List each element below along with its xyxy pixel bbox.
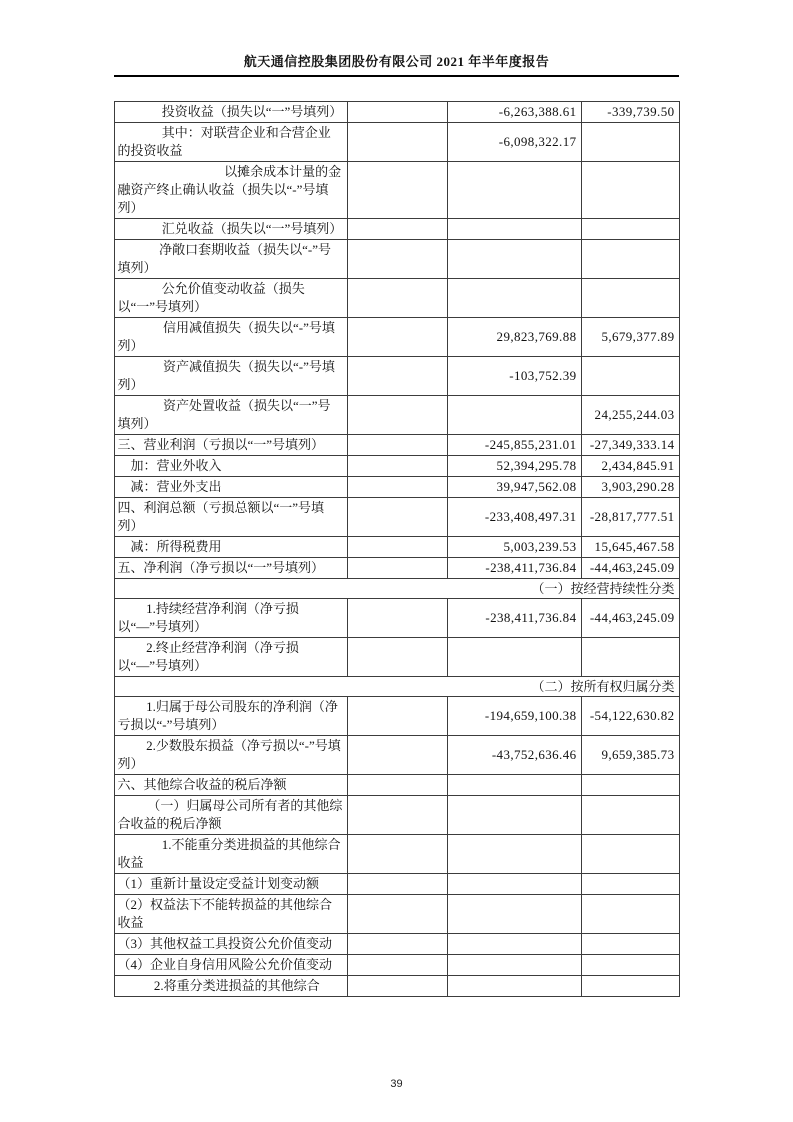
current-period-value: -238,411,736.84 xyxy=(447,558,581,579)
current-period-value: -194,659,100.38 xyxy=(447,697,581,736)
note-cell xyxy=(347,435,447,456)
prior-period-value: -54,122,630.82 xyxy=(581,697,679,736)
header-rule xyxy=(114,75,679,77)
section-header-label: （一）按经营持续性分类 xyxy=(114,579,679,599)
table-row xyxy=(114,874,679,895)
section-header-row xyxy=(114,677,679,697)
note-cell xyxy=(347,318,447,357)
note-cell xyxy=(347,697,447,736)
item-label: 2.终止经营净利润（净亏损以“—”号填列） xyxy=(114,638,347,677)
note-cell xyxy=(347,498,447,537)
table-row xyxy=(114,318,679,357)
current-period-value xyxy=(447,219,581,240)
current-period-value xyxy=(447,638,581,677)
item-label: （一）归属母公司所有者的其他综合收益的税后净额 xyxy=(114,796,347,835)
prior-period-value: 24,255,244.03 xyxy=(581,396,679,435)
note-cell xyxy=(347,796,447,835)
table-row xyxy=(114,976,679,997)
income-statement-table xyxy=(114,101,680,997)
current-period-value xyxy=(447,396,581,435)
prior-period-value: 9,659,385.73 xyxy=(581,736,679,775)
current-period-value: -238,411,736.84 xyxy=(447,599,581,638)
item-label: （1）重新计量设定受益计划变动额 xyxy=(114,874,347,895)
current-period-value xyxy=(447,240,581,279)
current-period-value xyxy=(447,895,581,934)
note-cell xyxy=(347,456,447,477)
note-cell xyxy=(347,934,447,955)
item-label: 2.少数股东损益（净亏损以“-”号填列） xyxy=(114,736,347,775)
item-label: 汇兑收益（损失以“一”号填列） xyxy=(114,219,347,240)
item-label: 减：营业外支出 xyxy=(114,477,347,498)
table-row xyxy=(114,240,679,279)
table-row xyxy=(114,934,679,955)
item-label: 公允价值变动收益（损失以“一”号填列） xyxy=(114,279,347,318)
note-cell xyxy=(347,102,447,123)
current-period-value xyxy=(447,279,581,318)
prior-period-value xyxy=(581,357,679,396)
note-cell xyxy=(347,279,447,318)
note-cell xyxy=(347,537,447,558)
prior-period-value: 15,645,467.58 xyxy=(581,537,679,558)
table-row xyxy=(114,219,679,240)
current-period-value: 39,947,562.08 xyxy=(447,477,581,498)
prior-period-value: -339,739.50 xyxy=(581,102,679,123)
item-label: 1.不能重分类进损益的其他综合收益 xyxy=(114,835,347,874)
prior-period-value xyxy=(581,162,679,219)
item-label: 减：所得税费用 xyxy=(114,537,347,558)
current-period-value: -6,263,388.61 xyxy=(447,102,581,123)
table-row xyxy=(114,895,679,934)
prior-period-value xyxy=(581,123,679,162)
prior-period-value: -44,463,245.09 xyxy=(581,558,679,579)
prior-period-value: 2,434,845.91 xyxy=(581,456,679,477)
table-row xyxy=(114,736,679,775)
current-period-value: -233,408,497.31 xyxy=(447,498,581,537)
item-label: （3）其他权益工具投资公允价值变动 xyxy=(114,934,347,955)
table-row xyxy=(114,558,679,579)
item-label: （2）权益法下不能转损益的其他综合收益 xyxy=(114,895,347,934)
prior-period-value xyxy=(581,638,679,677)
item-label: 1.持续经营净利润（净亏损以“—”号填列） xyxy=(114,599,347,638)
prior-period-value xyxy=(581,874,679,895)
prior-period-value xyxy=(581,895,679,934)
note-cell xyxy=(347,162,447,219)
table-row xyxy=(114,477,679,498)
current-period-value xyxy=(447,775,581,796)
table-row xyxy=(114,796,679,835)
page-footer xyxy=(0,1078,793,1090)
note-cell xyxy=(347,874,447,895)
table-row xyxy=(114,835,679,874)
table-row xyxy=(114,697,679,736)
prior-period-value xyxy=(581,219,679,240)
table-row xyxy=(114,537,679,558)
table-row xyxy=(114,775,679,796)
current-period-value: -245,855,231.01 xyxy=(447,435,581,456)
note-cell xyxy=(347,558,447,579)
prior-period-value xyxy=(581,835,679,874)
item-label: 2.将重分类进损益的其他综合 xyxy=(114,976,347,997)
item-label: 四、利润总额（亏损总额以“一”号填列） xyxy=(114,498,347,537)
note-cell xyxy=(347,976,447,997)
prior-period-value: 3,903,290.28 xyxy=(581,477,679,498)
current-period-value: -43,752,636.46 xyxy=(447,736,581,775)
table-row xyxy=(114,396,679,435)
prior-period-value: -44,463,245.09 xyxy=(581,599,679,638)
table-row xyxy=(114,955,679,976)
current-period-value xyxy=(447,835,581,874)
current-period-value: -103,752.39 xyxy=(447,357,581,396)
current-period-value: -6,098,322.17 xyxy=(447,123,581,162)
table-row xyxy=(114,357,679,396)
section-header-row xyxy=(114,579,679,599)
note-cell xyxy=(347,477,447,498)
current-period-value: 52,394,295.78 xyxy=(447,456,581,477)
current-period-value: 5,003,239.53 xyxy=(447,537,581,558)
item-label: 资产处置收益（损失以“一”号填列） xyxy=(114,396,347,435)
item-label: 加：营业外收入 xyxy=(114,456,347,477)
item-label: （4）企业自身信用风险公允价值变动 xyxy=(114,955,347,976)
prior-period-value xyxy=(581,775,679,796)
note-cell xyxy=(347,895,447,934)
table-row xyxy=(114,279,679,318)
note-cell xyxy=(347,123,447,162)
item-label: 其中：对联营企业和合营企业的投资收益 xyxy=(114,123,347,162)
note-cell xyxy=(347,599,447,638)
current-period-value xyxy=(447,796,581,835)
prior-period-value xyxy=(581,279,679,318)
report-title: 航天通信控股集团股份有限公司 2021 年半年度报告 xyxy=(243,54,550,69)
page-number: 39 xyxy=(390,1078,403,1090)
prior-period-value xyxy=(581,955,679,976)
prior-period-value: -28,817,777.51 xyxy=(581,498,679,537)
note-cell xyxy=(347,835,447,874)
section-header-label: （二）按所有权归属分类 xyxy=(114,677,679,697)
note-cell xyxy=(347,240,447,279)
table-row xyxy=(114,435,679,456)
current-period-value xyxy=(447,976,581,997)
income-statement-rows xyxy=(114,102,679,997)
table-row xyxy=(114,162,679,219)
prior-period-value xyxy=(581,796,679,835)
item-label: 以摊余成本计量的金融资产终止确认收益（损失以“-”号填列） xyxy=(114,162,347,219)
current-period-value: 29,823,769.88 xyxy=(447,318,581,357)
current-period-value xyxy=(447,955,581,976)
note-cell xyxy=(347,219,447,240)
item-label: 三、营业利润（亏损以“一”号填列） xyxy=(114,435,347,456)
note-cell xyxy=(347,775,447,796)
table-row xyxy=(114,599,679,638)
page-header xyxy=(114,0,679,77)
prior-period-value xyxy=(581,934,679,955)
note-cell xyxy=(347,396,447,435)
item-label: 六、其他综合收益的税后净额 xyxy=(114,775,347,796)
table-row xyxy=(114,638,679,677)
current-period-value xyxy=(447,162,581,219)
prior-period-value xyxy=(581,240,679,279)
item-label: 净敞口套期收益（损失以“-”号填列） xyxy=(114,240,347,279)
prior-period-value xyxy=(581,976,679,997)
note-cell xyxy=(347,955,447,976)
table-row xyxy=(114,123,679,162)
item-label: 投资收益（损失以“一”号填列） xyxy=(114,102,347,123)
table-row xyxy=(114,456,679,477)
item-label: 1.归属于母公司股东的净利润（净亏损以“-”号填列） xyxy=(114,697,347,736)
current-period-value xyxy=(447,934,581,955)
prior-period-value: -27,349,333.14 xyxy=(581,435,679,456)
note-cell xyxy=(347,357,447,396)
note-cell xyxy=(347,638,447,677)
prior-period-value: 5,679,377.89 xyxy=(581,318,679,357)
table-row xyxy=(114,498,679,537)
item-label: 信用减值损失（损失以“-”号填列） xyxy=(114,318,347,357)
item-label: 五、净利润（净亏损以“一”号填列） xyxy=(114,558,347,579)
note-cell xyxy=(347,736,447,775)
current-period-value xyxy=(447,874,581,895)
table-row xyxy=(114,102,679,123)
item-label: 资产减值损失（损失以“-”号填列） xyxy=(114,357,347,396)
